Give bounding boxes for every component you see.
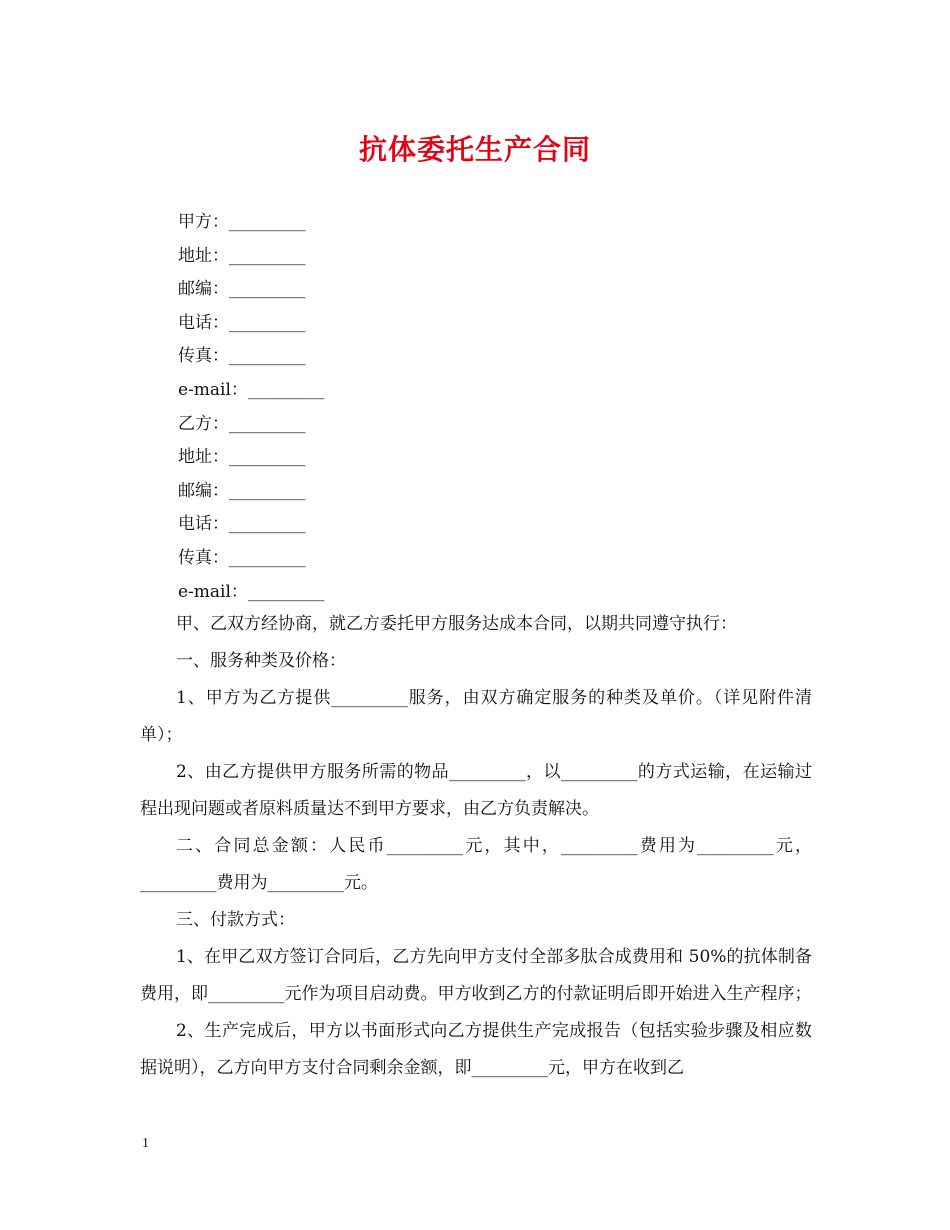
party-b-email-field: e-mail：_________	[178, 581, 325, 602]
party-a-postcode-field: 邮编：_________	[178, 279, 306, 300]
section-heading-payment: 三、付款方式：	[176, 910, 295, 930]
intro-paragraph: 甲、乙双方经协商，就乙方委托甲方服务达成本合同，以期共同遵守执行：	[176, 614, 737, 634]
party-a-email-field: e-mail：_________	[178, 379, 325, 400]
contract-body	[140, 606, 812, 1087]
services-clause-2: 2、由乙方提供甲方服务所需的物品_________，以_________的方式运输，在运输过程出现问题或者原料质量达不到甲方要求，由乙方负责解决。	[140, 762, 812, 819]
payment-clause-2: 2、生产完成后，甲方以书面形式向乙方提供生产完成报告（包括实验步骤及相应数据说明），乙方向甲方支付合同剩余金额，即_________元，甲方在收到乙	[140, 1021, 812, 1078]
total-amount-clause: 二、合同总金额：人民币_________元，其中，_________费用为_________元，_________费用为_________元。	[140, 836, 812, 893]
party-a-address-field: 地址：_________	[178, 245, 306, 266]
party-b-postcode-field: 邮编：_________	[178, 480, 306, 501]
page-number: 1	[142, 1136, 149, 1151]
party-b-name-field: 乙方：_________	[178, 413, 306, 434]
payment-clause-1: 1、在甲乙双方签订合同后，乙方先向甲方支付全部多肽合成费用和 50%的抗体制备费用，即_________元作为项目启动费。甲方收到乙方的付款证明后即开始进入生产程序；	[140, 947, 812, 1004]
party-b-phone-field: 电话：_________	[178, 514, 306, 535]
services-clause-1: 1、甲方为乙方提供_________服务，由双方确定服务的种类及单价。（详见附件清单）；	[140, 688, 812, 745]
party-a-fax-field: 传真：_________	[178, 346, 306, 367]
document-title: 抗体委托生产合同	[358, 133, 591, 166]
section-heading-services: 一、服务种类及价格：	[176, 651, 346, 671]
party-b-address-field: 地址：_________	[178, 447, 306, 468]
party-info-block	[178, 208, 324, 611]
party-a-phone-field: 电话：_________	[178, 312, 306, 333]
party-b-fax-field: 传真：_________	[178, 547, 306, 568]
party-a-name-field: 甲方：_________	[178, 212, 306, 232]
